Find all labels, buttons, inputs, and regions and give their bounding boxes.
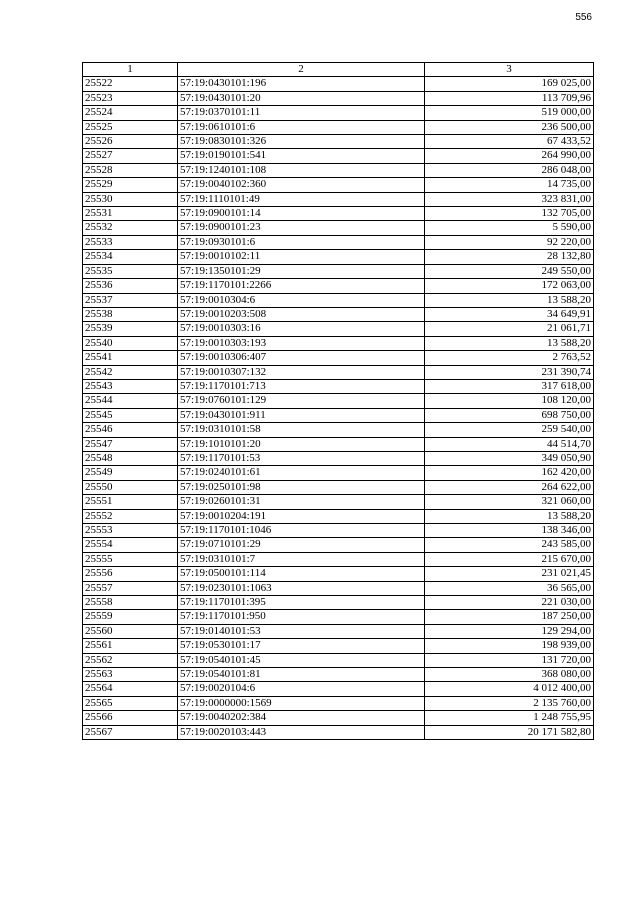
cadastral-number-cell: 57:19:0010204:191	[178, 509, 425, 523]
value-cell: 321 060,00	[425, 495, 594, 509]
table-row	[83, 250, 594, 264]
value-cell: 231 021,45	[425, 567, 594, 581]
column-header-2: 2	[178, 63, 425, 77]
row-number-cell: 25558	[83, 596, 178, 610]
cadastral-number-cell: 57:19:0430101:20	[178, 91, 425, 105]
row-number-cell: 25536	[83, 279, 178, 293]
table-row	[83, 552, 594, 566]
table-row	[83, 293, 594, 307]
cadastral-number-cell: 57:19:0010307:132	[178, 365, 425, 379]
cadastral-number-cell: 57:19:0040102:360	[178, 178, 425, 192]
value-cell: 92 220,00	[425, 235, 594, 249]
value-cell: 368 080,00	[425, 668, 594, 682]
cadastral-number-cell: 57:19:0230101:1063	[178, 581, 425, 595]
table-row	[83, 725, 594, 739]
table-row	[83, 207, 594, 221]
row-number-cell: 25556	[83, 567, 178, 581]
cadastral-number-cell: 57:19:0010304:6	[178, 293, 425, 307]
value-cell: 2 135 760,00	[425, 696, 594, 710]
table-row	[83, 466, 594, 480]
value-cell: 1 248 755,95	[425, 711, 594, 725]
row-number-cell: 25564	[83, 682, 178, 696]
value-cell: 34 649,91	[425, 307, 594, 321]
page-number: 556	[575, 12, 592, 23]
cadastral-number-cell: 57:19:0010306:407	[178, 351, 425, 365]
value-cell: 317 618,00	[425, 379, 594, 393]
table-row	[83, 682, 594, 696]
value-cell: 249 550,00	[425, 264, 594, 278]
value-cell: 231 390,74	[425, 365, 594, 379]
row-number-cell: 25562	[83, 653, 178, 667]
cadastral-number-cell: 57:19:0310101:58	[178, 423, 425, 437]
table-row	[83, 394, 594, 408]
cadastral-number-cell: 57:19:1350101:29	[178, 264, 425, 278]
row-number-cell: 25549	[83, 466, 178, 480]
value-cell: 264 622,00	[425, 480, 594, 494]
table-row	[83, 624, 594, 638]
cadastral-number-cell: 57:19:1010101:20	[178, 437, 425, 451]
cadastral-number-cell: 57:19:0310101:7	[178, 552, 425, 566]
table-row	[83, 668, 594, 682]
table-row	[83, 351, 594, 365]
table-row	[83, 538, 594, 552]
value-cell: 243 585,00	[425, 538, 594, 552]
cadastral-number-cell: 57:19:0530101:17	[178, 639, 425, 653]
table-row	[83, 365, 594, 379]
table-row	[83, 235, 594, 249]
value-cell: 323 831,00	[425, 192, 594, 206]
value-cell: 113 709,96	[425, 91, 594, 105]
row-number-cell: 25546	[83, 423, 178, 437]
row-number-cell: 25554	[83, 538, 178, 552]
row-number-cell: 25545	[83, 408, 178, 422]
value-cell: 162 420,00	[425, 466, 594, 480]
value-cell: 20 171 582,80	[425, 725, 594, 739]
cadastral-number-cell: 57:19:0140101:53	[178, 624, 425, 638]
cadastral-number-cell: 57:19:0020103:443	[178, 725, 425, 739]
table-row	[83, 408, 594, 422]
cadastral-number-cell: 57:19:1170101:713	[178, 379, 425, 393]
row-number-cell: 25551	[83, 495, 178, 509]
table-row	[83, 91, 594, 105]
table-row	[83, 279, 594, 293]
value-cell: 129 294,00	[425, 624, 594, 638]
value-cell: 215 670,00	[425, 552, 594, 566]
row-number-cell: 25541	[83, 351, 178, 365]
table-row	[83, 451, 594, 465]
row-number-cell: 25523	[83, 91, 178, 105]
column-header-3: 3	[425, 63, 594, 77]
header-row	[83, 63, 594, 77]
value-cell: 519 000,00	[425, 106, 594, 120]
cadastral-number-cell: 57:19:1170101:2266	[178, 279, 425, 293]
cadastral-number-cell: 57:19:0540101:81	[178, 668, 425, 682]
row-number-cell: 25544	[83, 394, 178, 408]
cadastral-number-cell: 57:19:0020104:6	[178, 682, 425, 696]
row-number-cell: 25566	[83, 711, 178, 725]
table-row	[83, 307, 594, 321]
cadastral-number-cell: 57:19:0010203:508	[178, 307, 425, 321]
row-number-cell: 25559	[83, 610, 178, 624]
value-cell: 172 063,00	[425, 279, 594, 293]
row-number-cell: 25528	[83, 163, 178, 177]
value-cell: 198 939,00	[425, 639, 594, 653]
table-row	[83, 221, 594, 235]
table-row	[83, 509, 594, 523]
row-number-cell: 25560	[83, 624, 178, 638]
row-number-cell: 25547	[83, 437, 178, 451]
value-cell: 236 500,00	[425, 120, 594, 134]
cadastral-number-cell: 57:19:0040202:384	[178, 711, 425, 725]
row-number-cell: 25522	[83, 77, 178, 91]
value-cell: 4 012 400,00	[425, 682, 594, 696]
row-number-cell: 25524	[83, 106, 178, 120]
value-cell: 698 750,00	[425, 408, 594, 422]
value-cell: 13 588,20	[425, 293, 594, 307]
cadastral-number-cell: 57:19:1170101:395	[178, 596, 425, 610]
table-row	[83, 437, 594, 451]
row-number-cell: 25527	[83, 149, 178, 163]
value-cell: 221 030,00	[425, 596, 594, 610]
value-cell: 67 433,52	[425, 135, 594, 149]
value-cell: 21 061,71	[425, 322, 594, 336]
table-row	[83, 77, 594, 91]
table-row	[83, 336, 594, 350]
cadastral-number-cell: 57:19:0710101:29	[178, 538, 425, 552]
cadastral-number-cell: 57:19:0900101:23	[178, 221, 425, 235]
value-cell: 2 763,52	[425, 351, 594, 365]
value-cell: 14 735,00	[425, 178, 594, 192]
cadastral-number-cell: 57:19:0190101:541	[178, 149, 425, 163]
value-cell: 264 990,00	[425, 149, 594, 163]
value-cell: 13 588,20	[425, 509, 594, 523]
cadastral-number-cell: 57:19:0930101:6	[178, 235, 425, 249]
table-row	[83, 524, 594, 538]
table-row	[83, 480, 594, 494]
table-row	[83, 120, 594, 134]
value-cell: 349 050,90	[425, 451, 594, 465]
cadastral-number-cell: 57:19:0260101:31	[178, 495, 425, 509]
cadastral-number-cell: 57:19:0760101:129	[178, 394, 425, 408]
value-cell: 138 346,00	[425, 524, 594, 538]
cadastral-number-cell: 57:19:0010303:193	[178, 336, 425, 350]
value-cell: 28 132,80	[425, 250, 594, 264]
value-cell: 169 025,00	[425, 77, 594, 91]
row-number-cell: 25532	[83, 221, 178, 235]
table-row	[83, 711, 594, 725]
table-row	[83, 495, 594, 509]
row-number-cell: 25533	[83, 235, 178, 249]
table-row	[83, 322, 594, 336]
table-row	[83, 581, 594, 595]
table-row	[83, 696, 594, 710]
row-number-cell: 25557	[83, 581, 178, 595]
table-row	[83, 149, 594, 163]
cadastral-number-cell: 57:19:0010303:16	[178, 322, 425, 336]
row-number-cell: 25561	[83, 639, 178, 653]
cadastral-number-cell: 57:19:0900101:14	[178, 207, 425, 221]
cadastral-number-cell: 57:19:1170101:950	[178, 610, 425, 624]
row-number-cell: 25543	[83, 379, 178, 393]
row-number-cell: 25565	[83, 696, 178, 710]
row-number-cell: 25531	[83, 207, 178, 221]
cadastral-number-cell: 57:19:1240101:108	[178, 163, 425, 177]
row-number-cell: 25542	[83, 365, 178, 379]
value-cell: 44 514,70	[425, 437, 594, 451]
table-row	[83, 135, 594, 149]
row-number-cell: 25525	[83, 120, 178, 134]
row-number-cell: 25534	[83, 250, 178, 264]
row-number-cell: 25567	[83, 725, 178, 739]
value-cell: 13 588,20	[425, 336, 594, 350]
cadastral-number-cell: 57:19:0010102:11	[178, 250, 425, 264]
value-cell: 132 705,00	[425, 207, 594, 221]
table-row	[83, 192, 594, 206]
row-number-cell: 25550	[83, 480, 178, 494]
row-number-cell: 25563	[83, 668, 178, 682]
cadastral-number-cell: 57:19:0500101:114	[178, 567, 425, 581]
cadastral-number-cell: 57:19:0540101:45	[178, 653, 425, 667]
cadastral-number-cell: 57:19:0000000:1569	[178, 696, 425, 710]
table-row	[83, 639, 594, 653]
row-number-cell: 25535	[83, 264, 178, 278]
table-body	[83, 77, 594, 740]
table-row	[83, 178, 594, 192]
table-row	[83, 163, 594, 177]
row-number-cell: 25526	[83, 135, 178, 149]
row-number-cell: 25540	[83, 336, 178, 350]
row-number-cell: 25553	[83, 524, 178, 538]
row-number-cell: 25548	[83, 451, 178, 465]
table-row	[83, 596, 594, 610]
cadastral-number-cell: 57:19:0370101:11	[178, 106, 425, 120]
value-cell: 131 720,00	[425, 653, 594, 667]
column-header-1: 1	[83, 63, 178, 77]
value-cell: 5 590,00	[425, 221, 594, 235]
value-cell: 36 565,00	[425, 581, 594, 595]
cadastral-number-cell: 57:19:0830101:326	[178, 135, 425, 149]
value-cell: 187 250,00	[425, 610, 594, 624]
cadastral-number-cell: 57:19:0250101:98	[178, 480, 425, 494]
table-row	[83, 106, 594, 120]
cadastral-number-cell: 57:19:0240101:61	[178, 466, 425, 480]
row-number-cell: 25555	[83, 552, 178, 566]
row-number-cell: 25552	[83, 509, 178, 523]
cadastral-number-cell: 57:19:1110101:49	[178, 192, 425, 206]
row-number-cell: 25537	[83, 293, 178, 307]
cadastral-number-cell: 57:19:0430101:911	[178, 408, 425, 422]
table-row	[83, 567, 594, 581]
table-row	[83, 610, 594, 624]
row-number-cell: 25539	[83, 322, 178, 336]
registry-table	[82, 62, 594, 740]
cadastral-number-cell: 57:19:0430101:196	[178, 77, 425, 91]
table-row	[83, 264, 594, 278]
table-row	[83, 423, 594, 437]
row-number-cell: 25530	[83, 192, 178, 206]
row-number-cell: 25529	[83, 178, 178, 192]
cadastral-number-cell: 57:19:0610101:6	[178, 120, 425, 134]
cadastral-number-cell: 57:19:1170101:53	[178, 451, 425, 465]
table-row	[83, 379, 594, 393]
value-cell: 259 540,00	[425, 423, 594, 437]
table-header	[83, 63, 594, 77]
row-number-cell: 25538	[83, 307, 178, 321]
value-cell: 108 120,00	[425, 394, 594, 408]
table-row	[83, 653, 594, 667]
value-cell: 286 048,00	[425, 163, 594, 177]
cadastral-number-cell: 57:19:1170101:1046	[178, 524, 425, 538]
